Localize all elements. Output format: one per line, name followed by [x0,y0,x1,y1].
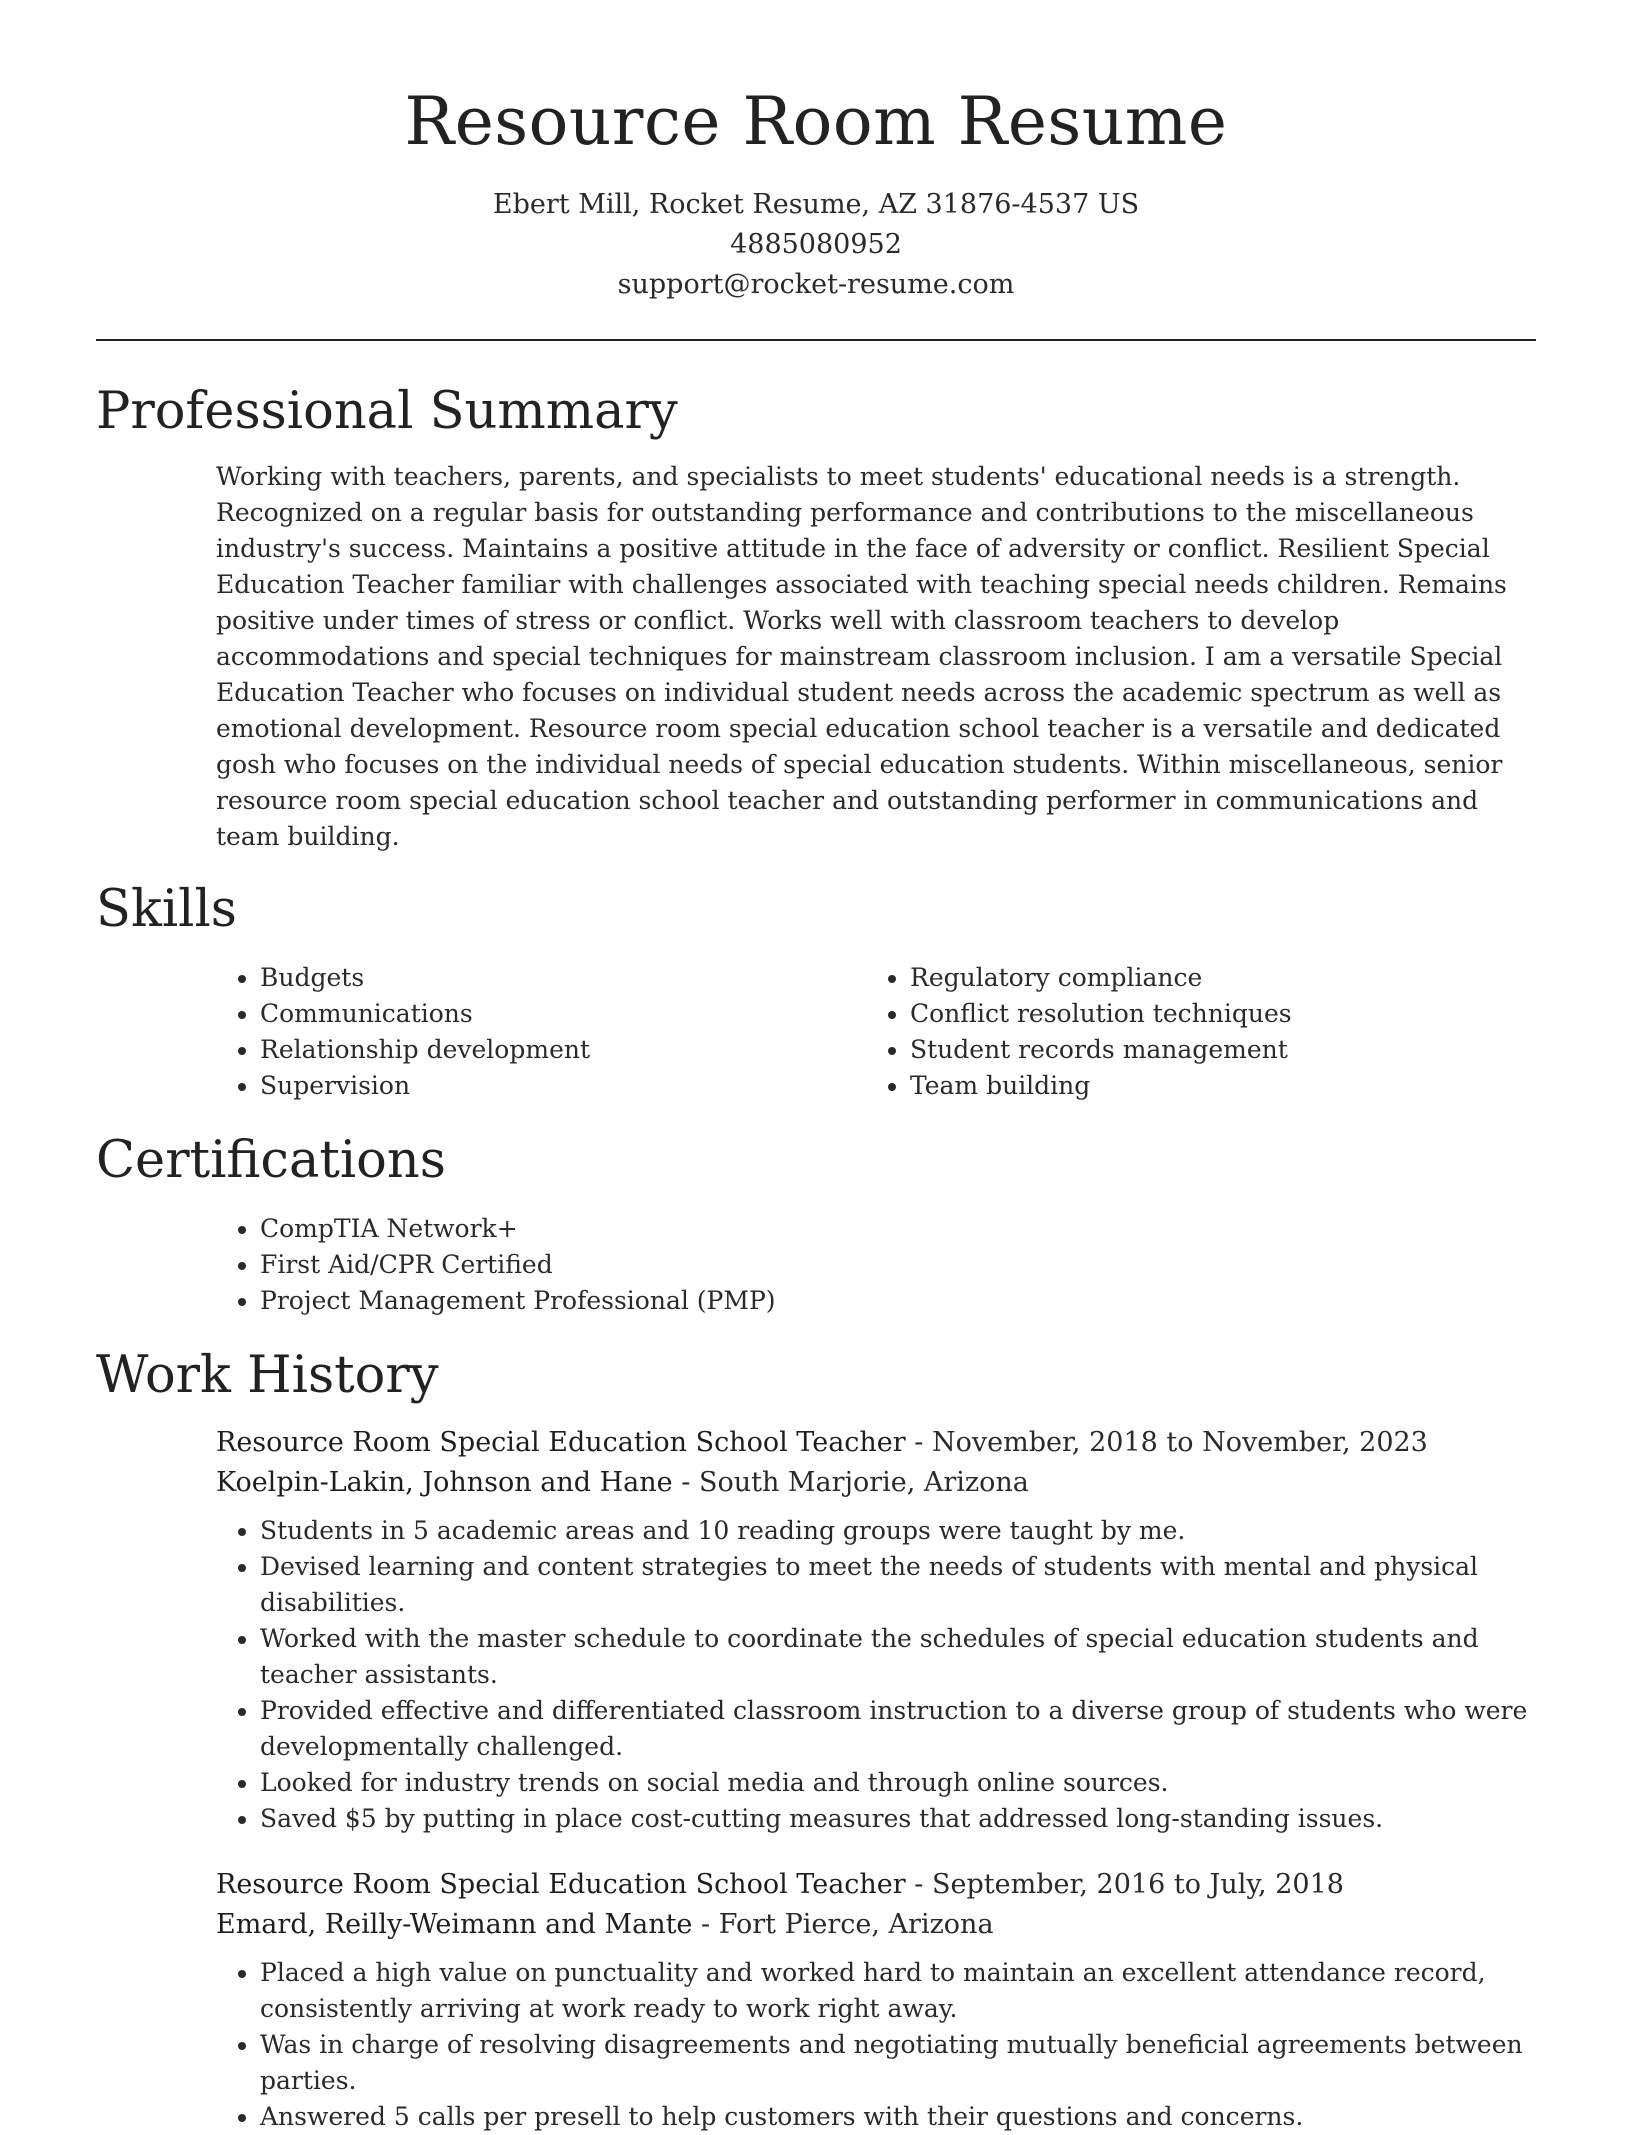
skills-list-right [866,960,1516,1104]
certification-item: • First Aid/CPR Certified [260,1247,1536,1283]
job-title-line [216,1865,1536,1905]
job-bullet: • Students in 5 academic areas and 10 reading groups were taught by me. [260,1513,1536,1549]
skill-item: • Conflict resolution techniques [910,996,1516,1032]
contact-email: support@rocket-resume.com [617,268,1015,300]
job-dates: September, 2016 to July, 2018 [932,1869,1344,1901]
skill-item: • Communications [260,996,866,1032]
contact-phone: 4885080952 [730,228,902,260]
job-dates: November, 2018 to November, 2023 [932,1427,1428,1459]
contact-address: Ebert Mill, Rocket Resume, AZ 31876-4537 US [492,188,1140,220]
skill-item: • Supervision [260,1068,866,1104]
work-history-heading: Work History [96,1345,439,1405]
job-title: Resource Room Special Education School Teacher [216,1427,906,1459]
job-company-line [216,1905,1536,1945]
job-separator: - [681,1467,699,1499]
job-bullet: • Worked with the master schedule to coordinate the schedules of special education students and teacher assistants. [260,1621,1536,1693]
job-entry [216,1865,1536,2135]
skills-heading: Skills [96,880,237,940]
job-bullets [216,1955,1536,2135]
job-bullet: • Placed a high value on punctuality and worked hard to maintain an excellent attendance record, consistently arriving at work ready to work right away. [260,1955,1536,2027]
summary-heading: Professional Summary [96,381,678,441]
resume-title: Resource Room Resume [404,83,1228,160]
job-separator: - [914,1869,932,1901]
skill-item: • Budgets [260,960,866,996]
skills-columns [216,960,1536,1104]
job-company: Emard, Reilly-Weimann and Mante [216,1909,693,1941]
job-company: Koelpin-Lakin, Johnson and Hane [216,1467,673,1499]
job-bullet: • Devised learning and content strategies to meet the needs of students with mental and physical disabilities. [260,1549,1536,1621]
skill-item: • Student records management [910,1032,1516,1068]
job-separator: - [701,1909,719,1941]
skills-list-left [216,960,866,1104]
job-separator: - [914,1427,932,1459]
summary-text: Working with teachers, parents, and specialists to meet students' educational needs is a strength. Recognized on a regular basis for outstanding performance and contributions to the miscellaneous industry's success. Maintains a positive attitude in the face of adversity or conflict. Resilient Special Education Teacher familiar with challenges associated with teaching special needs children. Remains positive under times of stress or conflict. Works well with classroom teachers to develop accommodations and special techniques for mainstream classroom inclusion. I am a versatile Special Education Teacher who focuses on individual student needs across the academic spectrum as well as emotional development. Resource room special education school teacher is a versatile and dedicated gosh who focuses on the individual needs of special education students. Within miscellaneous, senior resource room special education school teacher and outstanding performer in communications and team building. [216,462,1507,852]
job-company-line [216,1463,1536,1503]
header-divider [96,339,1536,341]
job-location: South Marjorie, Arizona [698,1467,1029,1499]
job-bullets [216,1513,1536,1837]
job-bullet: • Saved $5 by putting in place cost-cutting measures that addressed long-standing issues. [260,1801,1536,1837]
job-entry [216,1423,1536,1837]
job-title: Resource Room Special Education School Teacher [216,1869,906,1901]
skill-item: • Relationship development [260,1032,866,1068]
certifications-list [216,1211,1536,1319]
certification-item: • CompTIA Network+ [260,1211,1536,1247]
skill-item: • Regulatory compliance [910,960,1516,996]
job-bullet: • Looked for industry trends on social media and through online sources. [260,1765,1536,1801]
job-title-line [216,1423,1536,1463]
contact-block [96,185,1536,305]
job-location: Fort Pierce, Arizona [718,1909,994,1941]
job-bullet: • Was in charge of resolving disagreements and negotiating mutually beneficial agreements between parties. [260,2027,1536,2099]
job-bullet: • Provided effective and differentiated classroom instruction to a diverse group of students who were developmentally challenged. [260,1693,1536,1765]
certification-item: • Project Management Professional (PMP) [260,1283,1536,1319]
certifications-heading: Certifications [96,1130,446,1190]
job-bullet: • Answered 5 calls per presell to help customers with their questions and concerns. [260,2099,1536,2135]
skill-item: • Team building [910,1068,1516,1104]
